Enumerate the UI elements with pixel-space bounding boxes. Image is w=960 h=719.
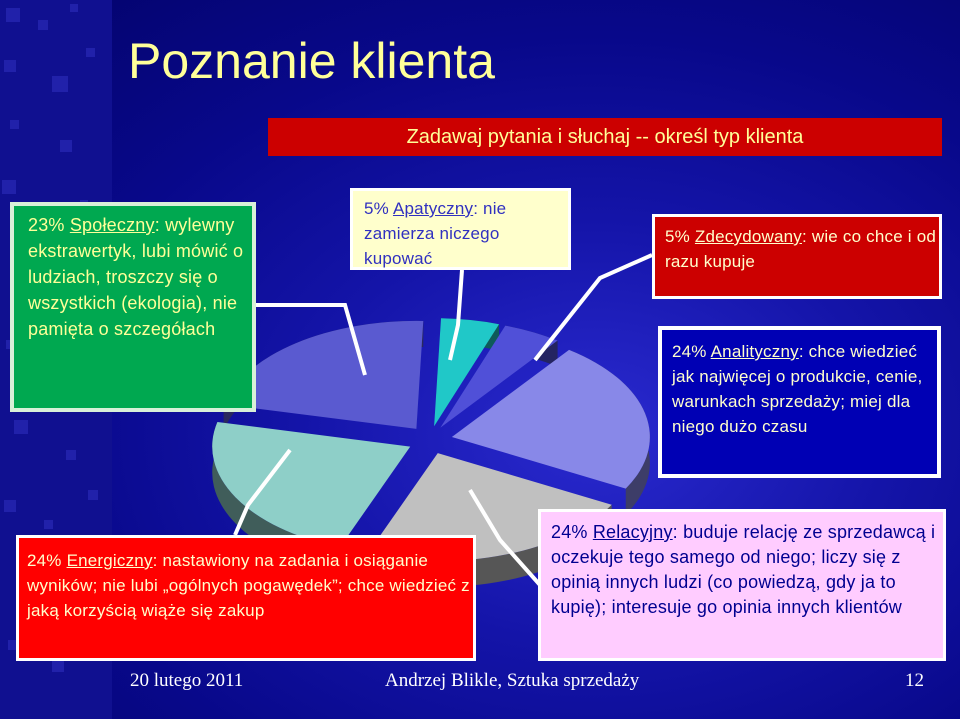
pct-zdecydowany: 5% — [665, 227, 695, 246]
pct-relacyjny: 24% — [551, 522, 593, 542]
pct-apatyczny: 5% — [364, 199, 393, 218]
callout-relacyjny — [538, 509, 946, 661]
link-analityczny[interactable]: Analityczny — [710, 342, 799, 361]
callout-energiczny — [16, 535, 476, 661]
text-spoleczny: : wylewny ekstrawertyk, lubi mówić o ludziach, troszczy się o wszystkich (ekologia), nie pamięta o szczegółach — [28, 215, 244, 339]
footer-date: 20 lutego 2011 — [130, 670, 244, 691]
link-relacyjny[interactable]: Relacyjny — [592, 522, 673, 542]
page-title: Poznanie klienta — [128, 33, 495, 89]
link-zdecydowany[interactable]: Zdecydowany — [694, 227, 802, 246]
text-relacyjny: : buduje relację ze sprzedawcą i oczekuje tego samego od niego; liczy się z opinią innych ludzi (co powiedzą, gdy ja to kupię); interesuje go opinia innych klientów — [551, 522, 936, 617]
footer-page-number: 12 — [905, 670, 924, 691]
callout-apatyczny — [350, 188, 571, 270]
link-spoleczny[interactable]: Społeczny — [69, 215, 155, 235]
footer-author: Andrzej Blikle, Sztuka sprzedaży — [385, 670, 640, 691]
link-energiczny[interactable]: Energiczny — [66, 551, 153, 570]
pct-spoleczny: 23% — [28, 215, 70, 235]
text-energiczny: : nastawiony na zadania i osiąganie wyników; nie lubi „ogólnych pogawędek”; chce wiedzieć z jaką korzyścią wiąże się zakup — [27, 551, 470, 620]
subtitle-banner: Zadawaj pytania i słuchaj -- określ typ klienta — [268, 118, 942, 156]
pct-energiczny: 24% — [27, 551, 67, 570]
text-zdecydowany: : wie co chce i od razu kupuje — [665, 227, 936, 271]
link-apatyczny[interactable]: Apatyczny — [392, 199, 474, 218]
callout-analityczny — [658, 326, 941, 478]
callout-zdecydowany — [652, 214, 942, 299]
pct-analityczny: 24% — [672, 342, 711, 361]
text-apatyczny: : nie zamierza niczego kupować — [364, 199, 507, 268]
callout-spoleczny — [10, 202, 256, 412]
text-analityczny: : chce wiedzieć jak najwięcej o produkcie, cenie, warunkach sprzedaży; miej dla niego dużo czasu — [672, 342, 923, 436]
